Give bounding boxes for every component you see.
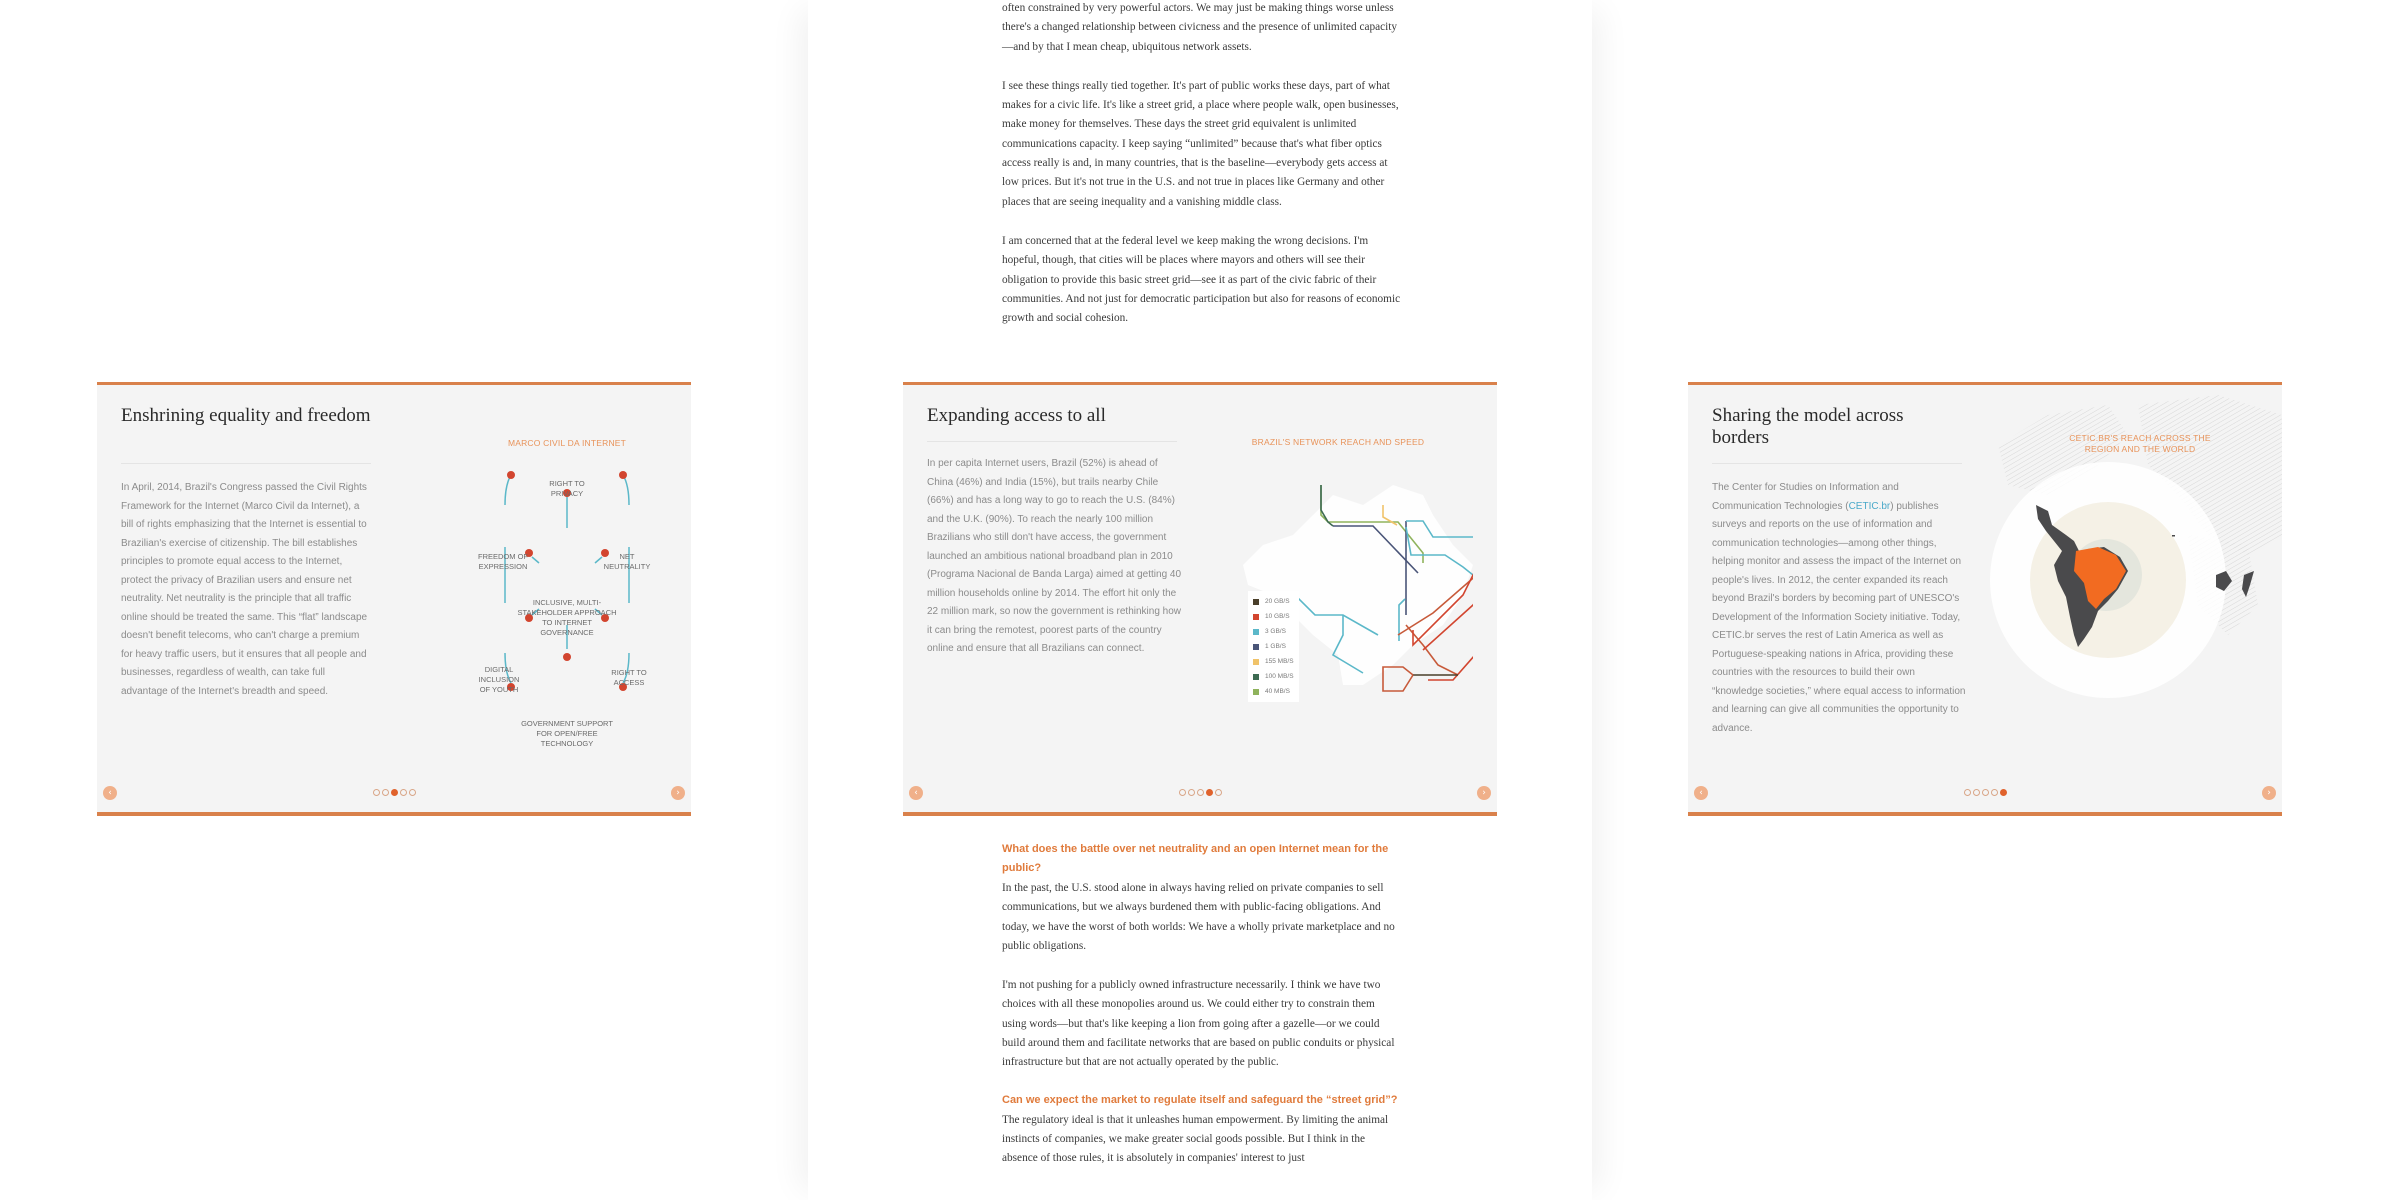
legend-label: 3 GB/S (1265, 628, 1286, 635)
pager-dot-active[interactable] (2000, 789, 2007, 796)
pager-dot[interactable] (1982, 789, 1989, 796)
card-body (1712, 479, 1968, 738)
article-paragraph: often constrained by very powerful actors. We may just be making things worse unless there's a changed relationship between civicness and the presence of unlimited capacity—and by that I mean cheap, ubiquitous network assets. (1002, 2, 1398, 53)
legend-swatch (1253, 659, 1259, 665)
legend-label: 155 MB/S (1265, 658, 1294, 665)
diagram-center-label: INCLUSIVE, MULTI-STAKEHOLDER APPROACH TO INTERNET GOVERNANCE (517, 598, 617, 637)
legend-item (1253, 684, 1294, 699)
carousel-prev-button[interactable]: ‹ (1694, 786, 1708, 800)
carousel-card-marco-civil (97, 382, 691, 816)
carousel-card-network (903, 382, 1497, 816)
diagram-node-label: FREEDOM OF EXPRESSION (478, 552, 528, 571)
carousel-pager (1688, 789, 2282, 796)
diagram-node-label: NET NEUTRALITY (603, 552, 651, 571)
legend-swatch (1253, 614, 1259, 620)
divider (121, 463, 371, 464)
card-body-text: ) publishes surveys and reports on the use of information and communication technologies—among other things, helping monitor and assess the impact of the Internet on people's lives. In 2012, the center expanded its reach beyond Brazil's borders by becoming part of UNESCO's Development of the Information Society initiative. Today, CETIC.br serves the rest of Latin America as well as Portuguese-speaking nations in Africa, providing these countries with the resources to build their own “knowledge societies,” where equal access to information and learning can give all communities the opportunity to advance. (1712, 500, 1966, 734)
legend-item (1253, 609, 1294, 624)
pager-dot[interactable] (1973, 789, 1980, 796)
card-title: Sharing the model across borders (1712, 405, 1904, 448)
card-body: In per capita Internet users, Brazil (52%) is ahead of China (46%) and India (15%), but trails nearby Chile (66%) and has a long way to go to reach the U.S. (84%) and the U.K. (90%). To reach the nearly 100 million Brazilians who still don't have access, the government launched an ambitious national broadband plan in 2010 (Programa Nacional de Banda Larga) aimed at getting 40 million households online by 2014. The effort hit only the 22 million mark, so now the government is rethinking how it can bring the remotest, poorest parts of the country online and ensure that all Brazilians can connect. (927, 458, 1182, 654)
pager-dot[interactable] (1964, 789, 1971, 796)
interview-question: What does the battle over net neutrality and an open Internet mean for the public? (1002, 843, 1389, 874)
carousel-next-button[interactable]: › (2262, 786, 2276, 800)
legend-swatch (1253, 689, 1259, 695)
pager-dot-active[interactable] (391, 789, 398, 796)
diagram-node-label: RIGHT TO ACCESS (611, 668, 647, 687)
pager-dot[interactable] (400, 789, 407, 796)
pager-dot[interactable] (373, 789, 380, 796)
legend-item (1253, 669, 1294, 684)
article-paragraph: In the past, the U.S. stood alone in always having relied on private companies to sell communications, but we always burdened them with public-facing obligations. And today, we have the worst of both worlds: We have a wholly private marketplace and no public obligations. (1002, 882, 1395, 952)
legend-swatch (1253, 629, 1259, 635)
card-body: In April, 2014, Brazil's Congress passed the Civil Rights Framework for the Internet (Marco Civil da Internet), a bill of rights emphasizing that the Internet is essential to Brazilian's exercise of citizenship. The bill establishes principles to promote equal access to the Internet, protect the privacy of Brazilian users and ensure net neutrality. Net neutrality is the principle that all traffic online should be treated the same. This “flat” landscape doesn't benefit telecoms, who can't charge a premium for heavy traffic users, but it ensures that all people and businesses, regardless of wealth, can take full advantage of the Internet's breadth and speed. (121, 482, 368, 697)
legend-item (1253, 624, 1294, 639)
legend-label: 10 GB/S (1265, 613, 1290, 620)
divider (1712, 463, 1962, 464)
legend-swatch (1253, 644, 1259, 650)
legend-item (1253, 594, 1294, 609)
pager-dot[interactable] (1991, 789, 1998, 796)
pager-dot[interactable] (382, 789, 389, 796)
article-paragraph: The regulatory ideal is that it unleashes human empowerment. By limiting the animal instincts of companies, we make greater social goods possible. But I think in the absence of those rules, it is absolutely in companies' interest to just (1002, 1113, 1389, 1165)
carousel-pager (903, 789, 1497, 796)
article-paragraph: I see these things really tied together. It's part of public works these days, part of what makes for a civic life. It's like a street grid, a place where people walk, open businesses, make money for themselves. These days the street grid equivalent is unlimited communications capacity. I keep saying “unlimited” because that's what fiber optics access really is and, in many countries, that is the baseline—everybody gets access at low prices. But it's not true in the U.S. and not true in places like Germany and other places that are seeing inequality and a vanishing middle class. (1002, 79, 1399, 208)
article-text-top (1002, 0, 1402, 328)
carousel-card-cetic (1688, 382, 2282, 816)
card-title: Enshrining equality and freedom (121, 405, 371, 426)
diagram-node-label: DIGITAL INCLUSION OF YOUTH (478, 665, 520, 694)
legend-swatch (1253, 674, 1259, 680)
figure-title: CETIC.BR'S REACH ACROSS THE REGION AND THE WORLD (2069, 433, 2211, 454)
legend-label: 100 MB/S (1265, 673, 1294, 680)
interview-question: Can we expect the market to regulate itself and safeguard the “street grid”? (1002, 1093, 1398, 1106)
legend-label: 1 GB/S (1265, 643, 1286, 650)
carousel-prev-button[interactable]: ‹ (103, 786, 117, 800)
pager-dot[interactable] (409, 789, 416, 796)
carousel-pager (97, 789, 691, 796)
pager-dot[interactable] (1188, 789, 1195, 796)
legend-item (1253, 654, 1294, 669)
figure-title: MARCO CIVIL DA INTERNET (507, 438, 627, 448)
card-title: Expanding access to all (927, 405, 1106, 426)
pager-dot[interactable] (1197, 789, 1204, 796)
pager-dot-active[interactable] (1206, 789, 1213, 796)
pager-dot[interactable] (1179, 789, 1186, 796)
legend-swatch (1253, 599, 1259, 605)
diagram-node-label: RIGHT TO PRIVACY (549, 479, 585, 498)
card-body-text: The Center for Studies on Information and Communication Technologies ( (1712, 482, 1899, 512)
figure-title: BRAZIL'S NETWORK REACH AND SPEED (1251, 437, 1425, 447)
diagram-node-label: GOVERNMENT SUPPORT FOR OPEN/FREE TECHNOLOGY (521, 719, 613, 748)
carousel-prev-button[interactable]: ‹ (909, 786, 923, 800)
divider (927, 441, 1177, 442)
carousel-next-button[interactable]: › (1477, 786, 1491, 800)
article-paragraph: I am concerned that at the federal level we keep making the wrong decisions. I'm hopeful, though, that cities will be places where mayors and others will see their obligation to provide this basic street grid—see it as part of the civic fabric of their communities. And not just for democratic participation but also for reasons of economic growth and social cohesion. (1002, 234, 1401, 325)
pager-dot[interactable] (1215, 789, 1222, 796)
legend-label: 20 GB/S (1265, 598, 1290, 605)
carousel-next-button[interactable]: › (671, 786, 685, 800)
article-text-bottom (1002, 840, 1402, 1169)
legend-label: 40 MB/S (1265, 688, 1290, 695)
cetic-link[interactable]: CETIC.br (1848, 500, 1891, 512)
legend-item (1253, 639, 1294, 654)
article-paragraph: I'm not pushing for a publicly owned infrastructure necessarily. I think we have two choices with all these monopolies around us. We could either try to constrain them using words—but that's like keeping a lion from going after a gazelle—or we could build around them and facilitate networks that are based on public conduits or physical infrastructure but that are not actually operated by the public. (1002, 979, 1395, 1069)
map-legend (1248, 591, 1299, 702)
